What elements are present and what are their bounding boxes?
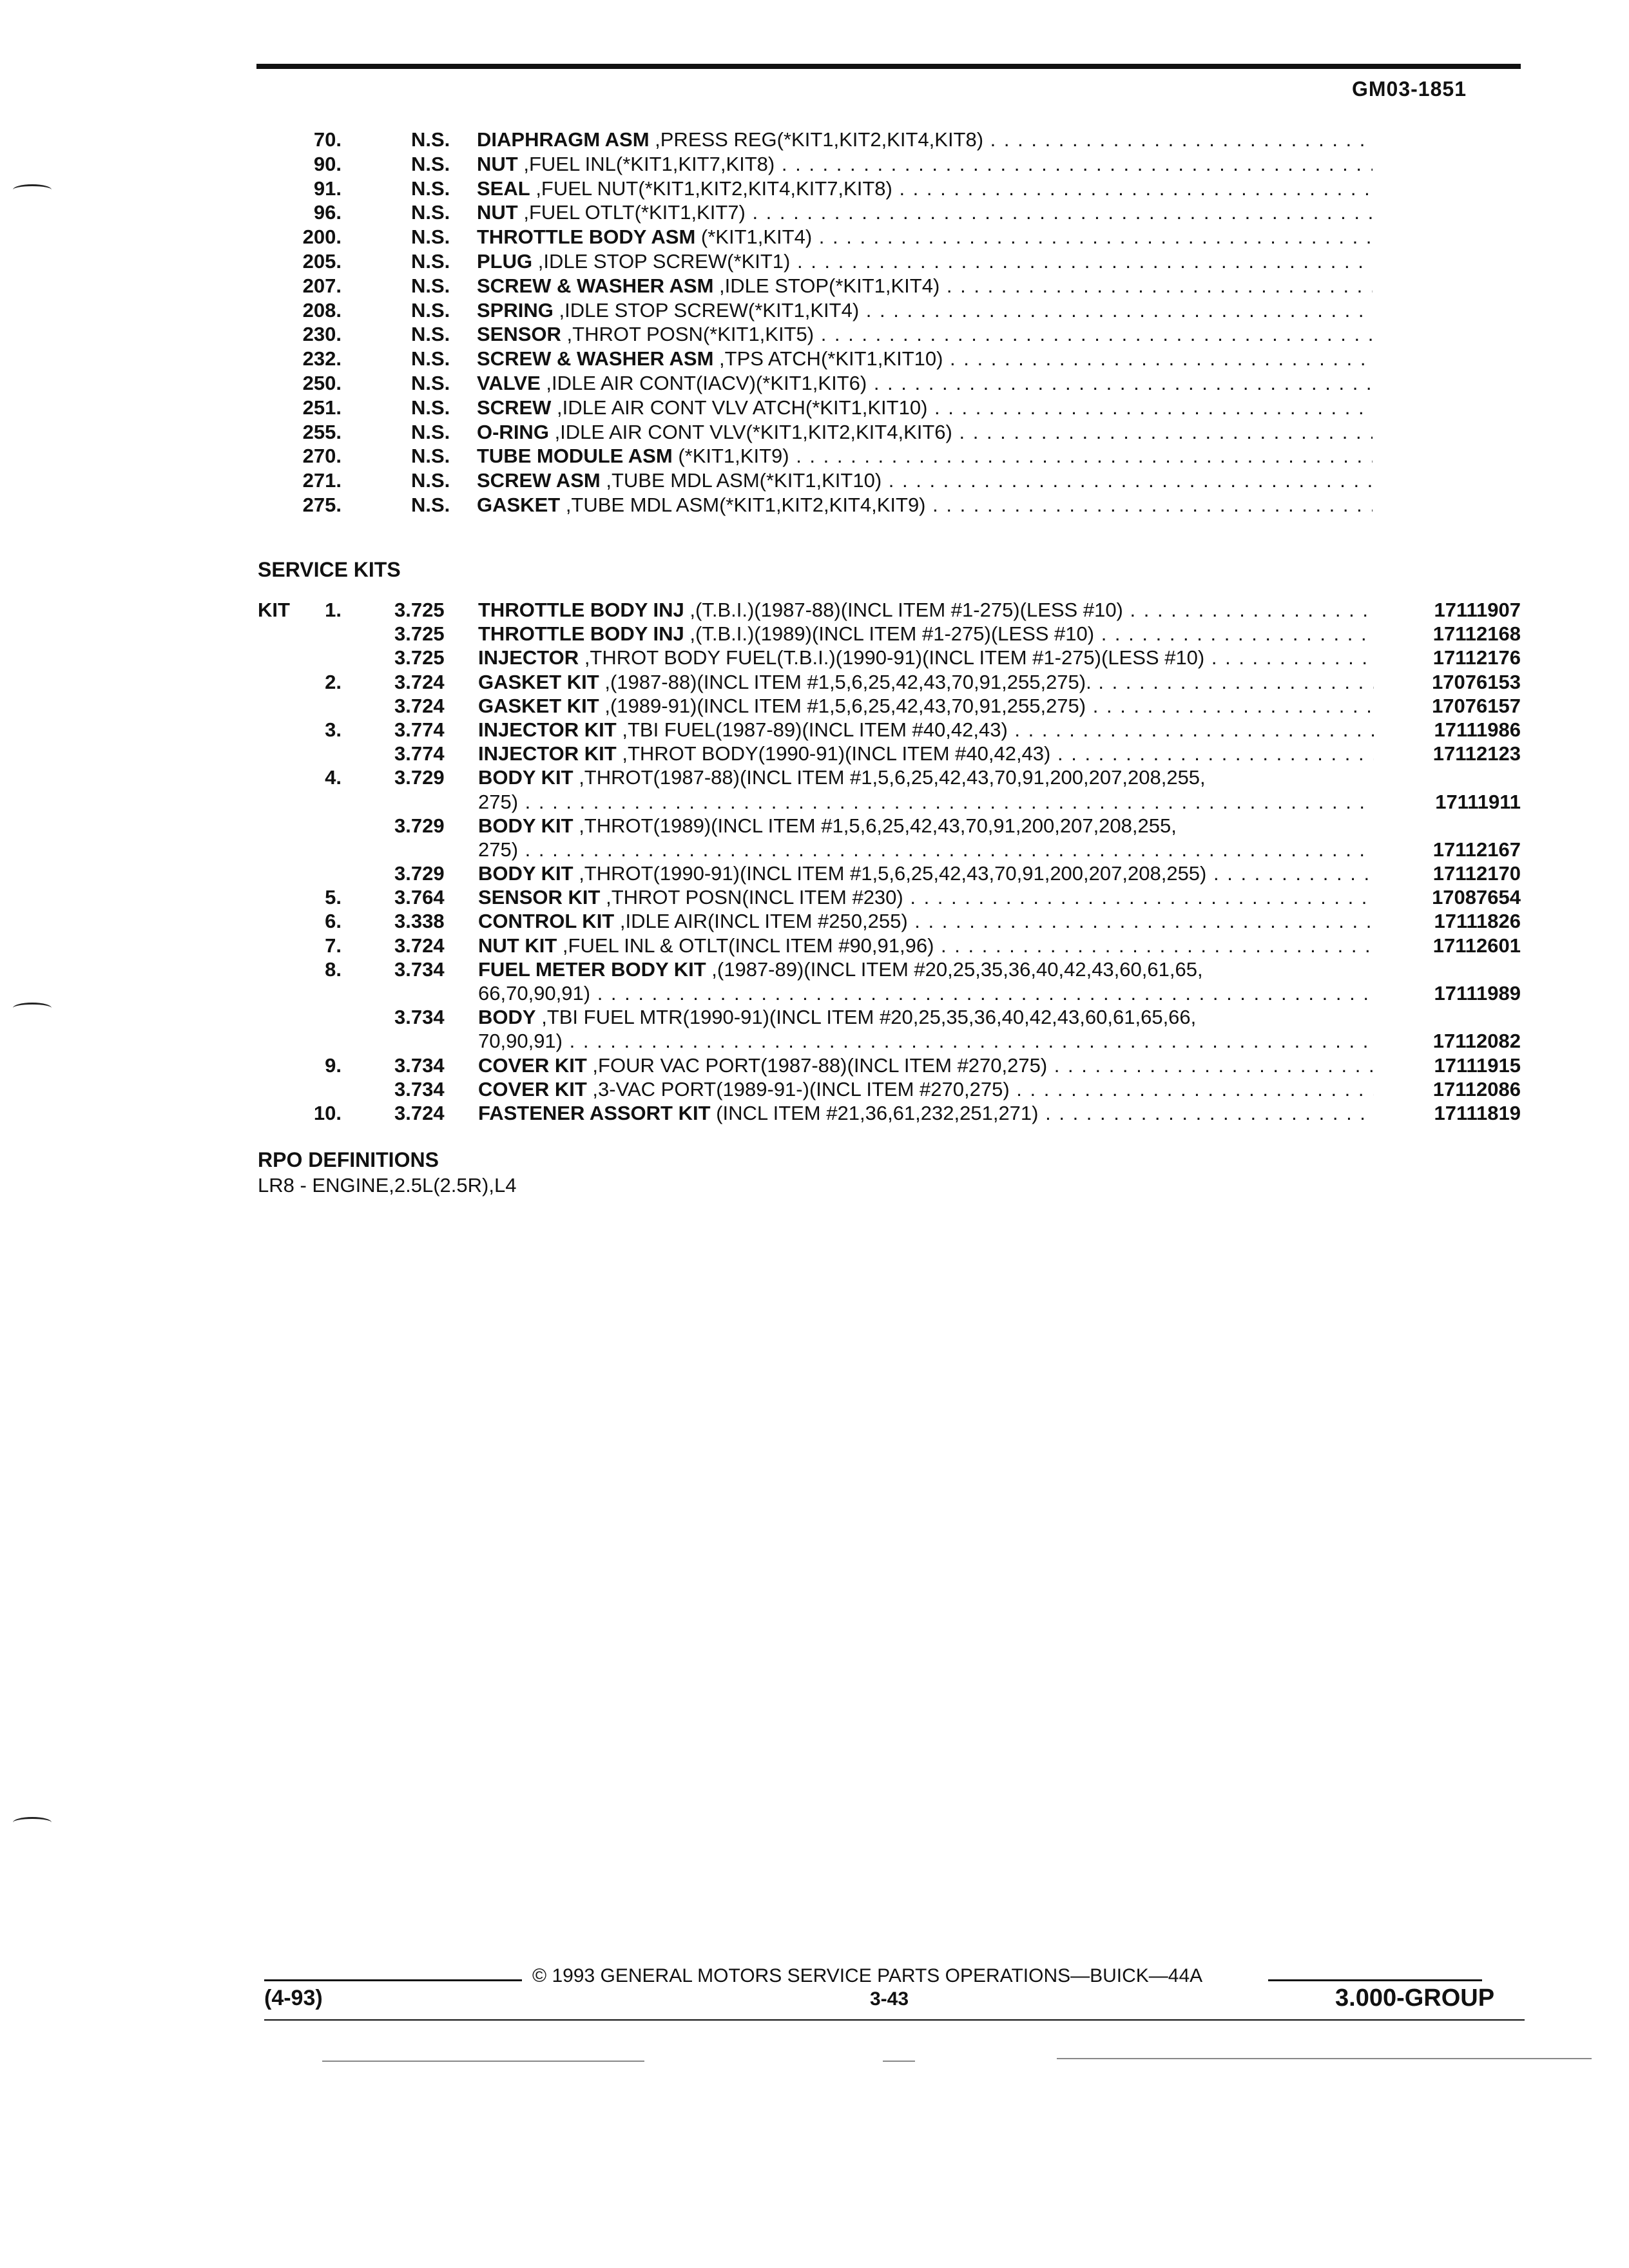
- part-number: 17111986: [1434, 718, 1521, 741]
- item-description: [477, 152, 1373, 177]
- document-id: GM03-1851: [1352, 77, 1467, 101]
- kit-name: FASTENER ASSORT KIT: [478, 1102, 711, 1124]
- item-description: [477, 249, 1373, 274]
- kit-detail: 70,90,91): [478, 1030, 563, 1053]
- item-name: NUT: [477, 152, 518, 175]
- kit-name: GASKET KIT: [478, 694, 599, 717]
- kit-detail: ,(T.B.I.)(1989)(INCL ITEM #1-275)(LESS #10): [689, 622, 1095, 646]
- kit-description-line: [478, 646, 1374, 669]
- kit-description: [478, 718, 1374, 742]
- parts-row: [251, 444, 1373, 468]
- item-number: 255.: [302, 420, 342, 443]
- kit-detail: ,3-VAC PORT(1989-91-)(INCL ITEM #270,275): [592, 1077, 1010, 1100]
- item-description: [477, 200, 1373, 225]
- item-detail: ,IDLE AIR CONT(IACV)(*KIT1,KIT6): [546, 371, 867, 394]
- kit-description: [478, 694, 1374, 718]
- item-detail: ,TUBE MDL ASM(*KIT1,KIT10): [606, 469, 882, 492]
- kit-row: [258, 814, 1521, 861]
- item-name: SENSOR: [477, 323, 561, 346]
- item-name: VALVE: [477, 371, 541, 394]
- group-number: 3.764: [394, 886, 445, 909]
- parts-row: [251, 298, 1373, 323]
- kit-row: [258, 1005, 1521, 1053]
- kit-detail: ,(T.B.I.)(1987-88)(INCL ITEM #1-275)(LESS #10): [689, 599, 1123, 621]
- group-number: 3.774: [394, 718, 445, 741]
- part-number: 17111989: [1434, 982, 1521, 1005]
- item-description: [477, 128, 1373, 152]
- kit-name: BODY: [478, 1006, 536, 1029]
- item-number: 270.: [302, 445, 342, 468]
- item-number: 275.: [302, 493, 342, 516]
- kit-detail: ,(1987-88)(INCL ITEM #1,5,6,25,42,43,70,91,255,275).: [604, 670, 1092, 693]
- part-number: 17111826: [1434, 910, 1521, 933]
- kit-row: [258, 934, 1521, 957]
- part-number: 17111915: [1434, 1053, 1521, 1077]
- part-number: 17112168: [1432, 622, 1521, 646]
- item-name: NUT: [477, 201, 518, 224]
- item-detail: ,THROT POSN(*KIT1,KIT5): [566, 323, 815, 346]
- kit-name: BODY KIT: [478, 766, 574, 789]
- group-number: 3.725: [394, 622, 445, 646]
- kit-name: INJECTOR: [478, 646, 579, 669]
- not-serviced-label: N.S.: [411, 152, 450, 175]
- kit-description-line: [478, 909, 1374, 933]
- item-detail: ,TPS ATCH(*KIT1,KIT10): [719, 347, 943, 370]
- kit-description-line: [478, 885, 1374, 909]
- item-detail: ,FUEL INL(*KIT1,KIT7,KIT8): [523, 152, 775, 175]
- kit-row: [258, 718, 1521, 742]
- kit-number: 1.: [325, 599, 342, 621]
- kit-description: [478, 765, 1374, 813]
- kit-number: 4.: [325, 766, 342, 789]
- kit-description-line: [478, 1077, 1374, 1101]
- kit-number: 3.: [325, 718, 342, 741]
- footer-rule-bottom: [264, 2019, 1525, 2021]
- kit-description-line: [478, 957, 1374, 981]
- item-detail: ,FUEL OTLT(*KIT1,KIT7): [523, 201, 746, 224]
- part-number: 17112082: [1432, 1030, 1521, 1053]
- item-name: SEAL: [477, 177, 530, 200]
- not-serviced-label: N.S.: [411, 177, 450, 200]
- kit-detail: 275): [478, 790, 519, 813]
- kit-row: [258, 885, 1521, 909]
- kit-description: [478, 646, 1374, 669]
- item-description: [477, 298, 1373, 323]
- kit-detail: ,THROT(1990-91)(INCL ITEM #1,5,6,25,42,43,70,91,200,207,208,255): [579, 862, 1207, 885]
- item-name: SCREW & WASHER ASM: [477, 274, 714, 297]
- kit-name: FUEL METER BODY KIT: [478, 957, 706, 981]
- kit-row: [258, 1053, 1521, 1077]
- kit-number: 7.: [325, 934, 342, 957]
- item-description: [477, 322, 1373, 347]
- kit-row: [258, 670, 1521, 694]
- part-number: 17112167: [1432, 838, 1521, 861]
- kit-description: [478, 814, 1374, 861]
- kit-description-line: [478, 742, 1374, 765]
- group-number: 3.338: [394, 910, 445, 933]
- kit-description-line: [478, 694, 1374, 718]
- kit-description: [478, 885, 1374, 909]
- footer-rule-left: [264, 1979, 522, 1981]
- part-number: 17112170: [1432, 862, 1521, 885]
- kit-description-line: [478, 838, 1374, 861]
- footer-page-number: 3-43: [870, 1988, 909, 2010]
- service-kits-list: [258, 598, 1521, 1125]
- item-description: [477, 468, 1373, 493]
- item-number: 251.: [302, 396, 342, 419]
- item-number: 232.: [302, 347, 342, 370]
- part-number: 17112086: [1432, 1077, 1521, 1100]
- kit-description-line: [478, 1101, 1374, 1125]
- kit-detail: ,THROT BODY FUEL(T.B.I.)(1990-91)(INCL ITEM #1-275)(LESS #10): [584, 646, 1205, 669]
- item-detail: ,PRESS REG(*KIT1,KIT2,KIT4,KIT8): [655, 128, 984, 151]
- kit-description: [478, 742, 1374, 765]
- kit-detail: ,THROT POSN(INCL ITEM #230): [606, 886, 903, 909]
- kit-label: KIT: [258, 599, 290, 621]
- kit-description-line: [478, 981, 1374, 1005]
- kit-row: [258, 646, 1521, 669]
- kit-detail: 275): [478, 838, 519, 861]
- parts-row: [251, 274, 1373, 298]
- item-detail: ,IDLE STOP SCREW(*KIT1): [537, 249, 791, 273]
- not-serviced-label: N.S.: [411, 323, 450, 346]
- item-name: SPRING: [477, 298, 554, 322]
- kit-description-line: [478, 790, 1374, 814]
- not-serviced-label: N.S.: [411, 274, 450, 297]
- parts-row: [251, 396, 1373, 420]
- kit-description-line: [478, 765, 1374, 789]
- not-serviced-label: N.S.: [411, 493, 450, 516]
- item-description: [477, 371, 1373, 396]
- group-number: 3.734: [394, 1077, 445, 1100]
- parts-row: [251, 177, 1373, 201]
- item-name: PLUG: [477, 249, 533, 273]
- kit-name: CONTROL KIT: [478, 910, 615, 933]
- kit-row: [258, 957, 1521, 1005]
- item-description: [477, 347, 1373, 371]
- item-description: [477, 274, 1373, 298]
- not-serviced-label: N.S.: [411, 371, 450, 394]
- kit-description: [478, 934, 1374, 957]
- not-serviced-label: N.S.: [411, 226, 450, 249]
- kit-description-line: [478, 1029, 1374, 1053]
- parts-row: [251, 371, 1373, 396]
- group-number: 3.724: [394, 1102, 445, 1124]
- item-description: [477, 396, 1373, 420]
- kit-number: 6.: [325, 910, 342, 933]
- item-number: 250.: [302, 371, 342, 394]
- kit-description: [478, 598, 1374, 622]
- kit-detail: ,FUEL INL & OTLT(INCL ITEM #90,91,96): [562, 934, 934, 957]
- scan-mark: [13, 1003, 52, 1014]
- kit-row: [258, 765, 1521, 813]
- rpo-definition: LR8 - ENGINE,2.5L(2.5R),L4: [258, 1174, 517, 1196]
- item-detail: ,IDLE AIR CONT VLV(*KIT1,KIT2,KIT4,KIT6): [554, 420, 952, 443]
- kit-detail: 66,70,90,91): [478, 982, 591, 1005]
- item-number: 90.: [313, 152, 342, 175]
- item-description: [477, 444, 1373, 468]
- kit-name: INJECTOR KIT: [478, 718, 617, 741]
- kit-description-line: [478, 1005, 1374, 1029]
- item-detail: ,FUEL NUT(*KIT1,KIT2,KIT4,KIT7,KIT8): [535, 177, 892, 200]
- parts-row: [251, 249, 1373, 274]
- kit-number: 10.: [313, 1102, 342, 1124]
- kit-name: BODY KIT: [478, 814, 574, 837]
- not-serviced-label: N.S.: [411, 201, 450, 224]
- item-number: 207.: [302, 274, 342, 297]
- item-name: TUBE MODULE ASM: [477, 445, 673, 468]
- not-serviced-label: N.S.: [411, 396, 450, 419]
- item-name: O-RING: [477, 420, 549, 443]
- item-name: SCREW: [477, 396, 552, 419]
- not-serviced-label: N.S.: [411, 249, 450, 273]
- kit-row: [258, 622, 1521, 646]
- service-kits-heading: SERVICE KITS: [258, 558, 401, 581]
- group-number: 3.724: [394, 670, 445, 693]
- kit-row: [258, 1101, 1521, 1125]
- part-number: 17112176: [1432, 646, 1521, 669]
- kit-number: 9.: [325, 1053, 342, 1077]
- part-number: 17111911: [1435, 790, 1521, 813]
- kit-description: [478, 670, 1374, 694]
- part-number: 17111907: [1434, 598, 1521, 621]
- kit-row: [258, 909, 1521, 933]
- item-number: 205.: [302, 249, 342, 273]
- item-description: [477, 177, 1373, 201]
- item-detail: ,IDLE STOP(*KIT1,KIT4): [719, 274, 940, 297]
- part-number: 17112123: [1432, 742, 1521, 765]
- scan-mark: [13, 1817, 52, 1828]
- parts-row: [251, 200, 1373, 225]
- kit-detail: ,THROT(1987-88)(INCL ITEM #1,5,6,25,42,43,70,91,200,207,208,255,: [579, 766, 1206, 789]
- parts-row: [251, 347, 1373, 371]
- not-serviced-label: N.S.: [411, 347, 450, 370]
- item-description: [477, 225, 1373, 249]
- kit-detail: ,THROT(1989)(INCL ITEM #1,5,6,25,42,43,70,91,200,207,208,255,: [579, 814, 1177, 837]
- kit-name: COVER KIT: [478, 1053, 587, 1077]
- group-number: 3.729: [394, 814, 445, 837]
- footer-copyright: © 1993 GENERAL MOTORS SERVICE PARTS OPERATIONS—BUICK—44A: [532, 1965, 1203, 1986]
- kit-row: [258, 1077, 1521, 1101]
- rpo-heading: RPO DEFINITIONS: [258, 1148, 439, 1171]
- parts-row: [251, 128, 1373, 152]
- kit-detail: ,TBI FUEL(1987-89)(INCL ITEM #40,42,43): [622, 718, 1008, 741]
- kit-description-line: [478, 1053, 1374, 1077]
- kit-name: THROTTLE BODY INJ: [478, 599, 684, 621]
- kit-name: THROTTLE BODY INJ: [478, 622, 684, 646]
- kit-detail: (INCL ITEM #21,36,61,232,251,271): [716, 1102, 1039, 1124]
- kit-name: INJECTOR KIT: [478, 742, 617, 765]
- footer-group: 3.000-GROUP: [1335, 1984, 1495, 2012]
- kit-number: 2.: [325, 670, 342, 693]
- kit-detail: ,TBI FUEL MTR(1990-91)(INCL ITEM #20,25,35,36,40,42,43,60,61,65,66,: [541, 1006, 1197, 1029]
- group-number: 3.774: [394, 742, 445, 765]
- item-number: 271.: [302, 469, 342, 492]
- item-detail: ,IDLE AIR CONT VLV ATCH(*KIT1,KIT10): [557, 396, 928, 419]
- kit-row: [258, 694, 1521, 718]
- item-detail: ,IDLE STOP SCREW(*KIT1,KIT4): [559, 298, 860, 322]
- item-detail: (*KIT1,KIT9): [678, 445, 789, 468]
- kit-description-line: [478, 934, 1374, 957]
- part-number: 17076157: [1432, 694, 1521, 717]
- part-number: 17112601: [1432, 934, 1521, 957]
- item-number: 230.: [302, 323, 342, 346]
- kit-name: GASKET KIT: [478, 670, 599, 693]
- scan-artifact-line: [1057, 2058, 1592, 2059]
- kit-description: [478, 622, 1374, 646]
- parts-row: [251, 225, 1373, 249]
- kit-description-line: [478, 598, 1374, 622]
- parts-row: [251, 420, 1373, 445]
- kit-name: BODY KIT: [478, 862, 574, 885]
- group-number: 3.729: [394, 766, 445, 789]
- kit-description-line: [478, 622, 1374, 646]
- group-number: 3.734: [394, 1053, 445, 1077]
- not-serviced-label: N.S.: [411, 420, 450, 443]
- parts-row: [251, 322, 1373, 347]
- part-number: 17111819: [1434, 1101, 1521, 1124]
- kit-detail: ,FOUR VAC PORT(1987-88)(INCL ITEM #270,275): [592, 1053, 1048, 1077]
- kit-detail: ,IDLE AIR(INCL ITEM #250,255): [619, 910, 908, 933]
- kit-description: [478, 1005, 1374, 1053]
- kit-name: COVER KIT: [478, 1077, 587, 1100]
- kit-detail: ,THROT BODY(1990-91)(INCL ITEM #40,42,43): [622, 742, 1051, 765]
- kit-description: [478, 1053, 1374, 1077]
- not-serviced-label: N.S.: [411, 469, 450, 492]
- kit-detail: ,(1989-91)(INCL ITEM #1,5,6,25,42,43,70,91,255,275): [604, 694, 1086, 717]
- kit-row: [258, 861, 1521, 885]
- kit-number: 8.: [325, 957, 342, 981]
- kit-name: NUT KIT: [478, 934, 557, 957]
- kit-row: [258, 598, 1521, 622]
- kit-description: [478, 909, 1374, 933]
- group-number: 3.725: [394, 646, 445, 669]
- not-serviced-label: N.S.: [411, 298, 450, 322]
- top-rule: [256, 64, 1521, 69]
- item-name: DIAPHRAGM ASM: [477, 128, 650, 151]
- item-description: [477, 493, 1373, 517]
- footer-date: (4-93): [264, 1986, 323, 2010]
- parts-row: [251, 152, 1373, 177]
- kit-detail: ,(1987-89)(INCL ITEM #20,25,35,36,40,42,43,60,61,65,: [711, 957, 1203, 981]
- item-number: 200.: [302, 226, 342, 249]
- kit-description: [478, 957, 1374, 1005]
- item-detail: ,TUBE MDL ASM(*KIT1,KIT2,KIT4,KIT9): [565, 493, 926, 516]
- group-number: 3.724: [394, 694, 445, 717]
- item-detail: (*KIT1,KIT4): [700, 226, 813, 249]
- kit-row: [258, 742, 1521, 765]
- group-number: 3.725: [394, 599, 445, 621]
- parts-row: [251, 468, 1373, 493]
- kit-description-line: [478, 861, 1374, 885]
- item-number: 70.: [313, 128, 342, 151]
- part-number: 17087654: [1432, 886, 1521, 909]
- item-name: SCREW & WASHER ASM: [477, 347, 714, 370]
- group-number: 3.729: [394, 862, 445, 885]
- kit-description: [478, 1101, 1374, 1125]
- scan-artifact-line: [322, 2061, 644, 2062]
- kit-number: 5.: [325, 886, 342, 909]
- group-number: 3.724: [394, 934, 445, 957]
- item-name: THROTTLE BODY ASM: [477, 226, 696, 249]
- kit-description-line: [478, 670, 1374, 694]
- item-number: 208.: [302, 298, 342, 322]
- group-number: 3.734: [394, 1006, 445, 1029]
- kit-description: [478, 861, 1374, 885]
- kit-description: [478, 1077, 1374, 1101]
- footer-rule-right: [1268, 1979, 1482, 1981]
- item-description: [477, 420, 1373, 445]
- parts-row: [251, 493, 1373, 517]
- not-serviced-label: N.S.: [411, 445, 450, 468]
- not-serviced-label: N.S.: [411, 128, 450, 151]
- item-name: SCREW ASM: [477, 469, 601, 492]
- item-number: 91.: [313, 177, 342, 200]
- part-number: 17076153: [1432, 670, 1521, 693]
- scan-mark: [13, 184, 52, 195]
- parts-list: [251, 128, 1373, 517]
- kit-description-line: [478, 718, 1374, 742]
- scan-artifact-line: [883, 2061, 915, 2062]
- kit-name: SENSOR KIT: [478, 886, 601, 909]
- item-name: GASKET: [477, 493, 561, 516]
- item-number: 96.: [313, 201, 342, 224]
- group-number: 3.734: [394, 957, 445, 981]
- kit-description-line: [478, 814, 1374, 838]
